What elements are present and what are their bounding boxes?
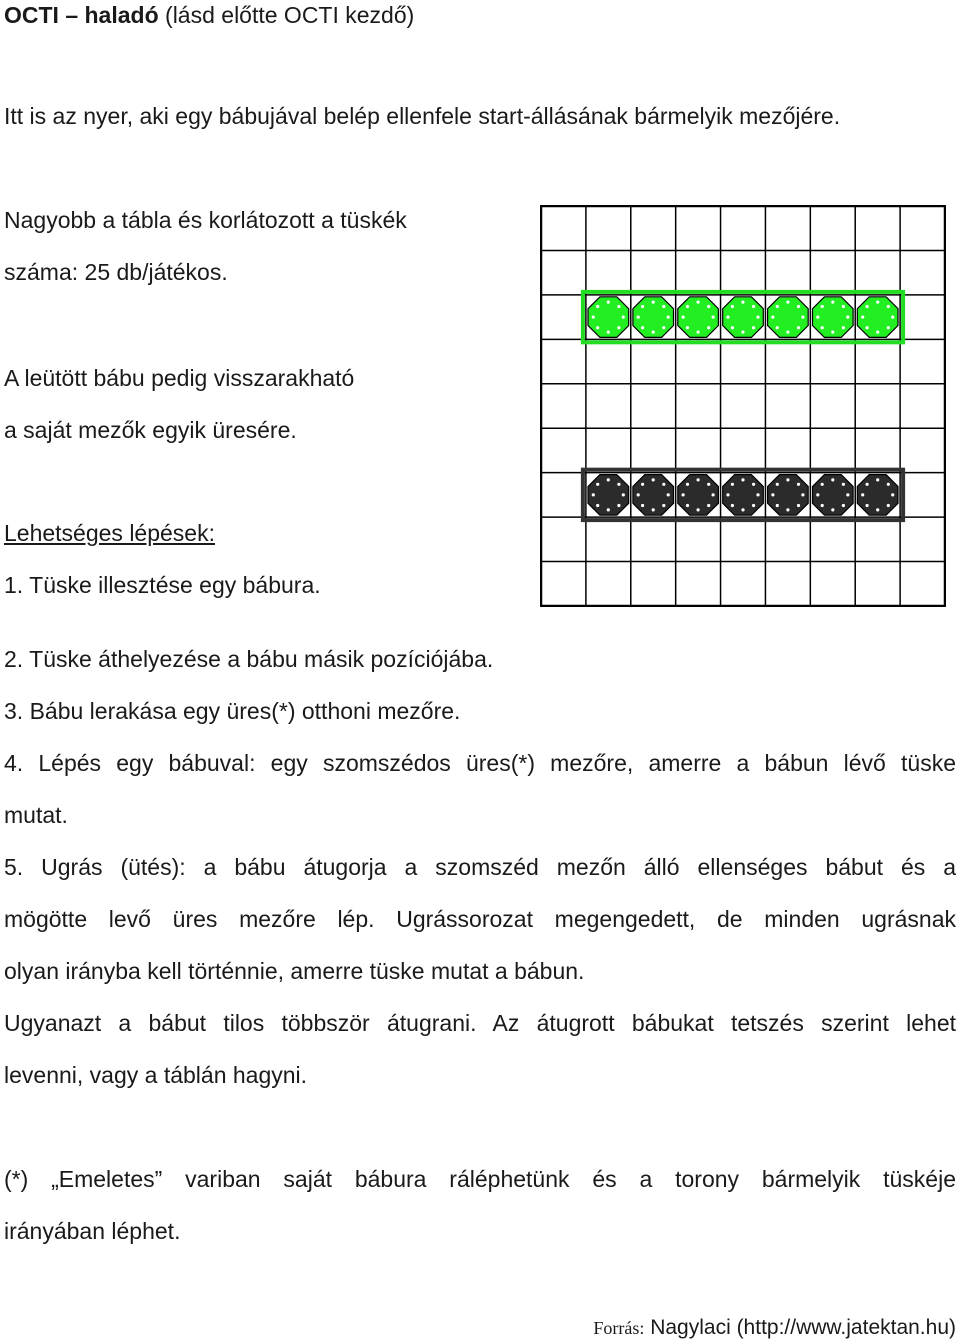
spike-slot-marker <box>756 493 759 496</box>
spike-slot-marker <box>752 504 755 507</box>
spike-slot-marker <box>652 508 655 511</box>
spike-slot-marker <box>652 301 655 304</box>
move-3: 3. Bábu lerakása egy üres(*) otthoni mezőre. <box>4 698 461 724</box>
spike-slot-marker <box>861 316 864 319</box>
spike-slot-marker <box>866 483 869 486</box>
spike-slot-marker <box>697 331 700 334</box>
spike-slot-marker <box>776 504 779 507</box>
spike-slot-marker <box>686 504 689 507</box>
spike-slot-marker <box>821 326 824 329</box>
move-1: 1. Tüske illesztése egy bábura. <box>4 572 321 598</box>
spike-slot-marker <box>866 326 869 329</box>
spike-slot-marker <box>846 493 849 496</box>
move-5-line-3: olyan irányba kell történnie, amerre tüske mutat a bábun. <box>4 958 585 984</box>
spike-slot-marker <box>876 508 879 511</box>
spike-slot-marker <box>797 483 800 486</box>
spike-slot-marker <box>641 504 644 507</box>
spike-slot-marker <box>786 331 789 334</box>
move-4-line-2: mutat. <box>4 802 68 828</box>
spike-slot-marker <box>637 316 640 319</box>
source-label: Forrás: <box>593 1318 645 1338</box>
spike-slot-marker <box>776 483 779 486</box>
spike-slot-marker <box>801 316 804 319</box>
spike-slot-marker <box>641 305 644 308</box>
spike-slot-marker <box>607 331 610 334</box>
board-border <box>541 206 945 606</box>
spike-slot-marker <box>637 493 640 496</box>
spike-slot-marker <box>797 305 800 308</box>
spike-slot-marker <box>887 305 890 308</box>
rule-line-4: a saját mezők egyik üresére. <box>4 417 297 443</box>
spike-slot-marker <box>797 326 800 329</box>
spike-slot-marker <box>686 305 689 308</box>
spike-slot-marker <box>876 301 879 304</box>
spike-slot-marker <box>842 504 845 507</box>
spike-slot-marker <box>887 326 890 329</box>
spike-slot-marker <box>887 483 890 486</box>
spike-slot-marker <box>641 483 644 486</box>
spike-slot-marker <box>752 326 755 329</box>
spike-slot-marker <box>682 316 685 319</box>
title-bold: OCTI – haladó <box>4 2 159 28</box>
rule-line-2: száma: 25 db/játékos. <box>4 259 228 285</box>
spike-slot-marker <box>652 331 655 334</box>
spike-slot-marker <box>776 326 779 329</box>
spike-slot-marker <box>592 493 595 496</box>
move-5-line-1: 5. Ugrás (ütés): a bábu átugorja a szomszéd mezőn álló ellenséges bábut és a <box>4 854 956 880</box>
spike-slot-marker <box>731 483 734 486</box>
spike-slot-marker <box>842 483 845 486</box>
source-text: Nagylaci (http://www.jatektan.hu) <box>644 1316 956 1339</box>
board-grid <box>541 206 945 606</box>
spike-slot-marker <box>821 504 824 507</box>
spike-slot-marker <box>731 305 734 308</box>
spike-slot-marker <box>831 301 834 304</box>
spike-slot-marker <box>887 504 890 507</box>
spike-slot-marker <box>801 493 804 496</box>
spike-slot-marker <box>831 478 834 481</box>
spike-slot-marker <box>752 483 755 486</box>
spike-slot-marker <box>596 483 599 486</box>
spike-slot-marker <box>842 326 845 329</box>
title-rest: (lásd előtte OCTI kezdő) <box>158 2 415 28</box>
move-6-line-1: Ugyanazt a bábut tilos többször átugrani. Az átugrott bábukat tetszés szerint lehet <box>4 1010 956 1036</box>
spike-slot-marker <box>712 316 715 319</box>
move-6-line-2: levenni, vagy a táblán hagyni. <box>4 1062 308 1088</box>
spike-slot-marker <box>596 504 599 507</box>
game-board-diagram <box>540 205 946 607</box>
spike-slot-marker <box>741 508 744 511</box>
spike-slot-marker <box>682 493 685 496</box>
spike-slot-marker <box>712 493 715 496</box>
note-line-1: (*) „Emeletes” variban saját bábura ráléphetünk és a torony bármelyik tüskéje <box>4 1166 956 1192</box>
board-pieces <box>588 297 898 515</box>
spike-slot-marker <box>821 483 824 486</box>
spike-slot-marker <box>667 316 670 319</box>
spike-slot-marker <box>707 326 710 329</box>
spike-slot-marker <box>842 305 845 308</box>
spike-slot-marker <box>592 316 595 319</box>
spike-slot-marker <box>622 316 625 319</box>
rule-line-1: Nagyobb a tábla és korlátozott a tüskék <box>4 207 407 233</box>
spike-slot-marker <box>662 326 665 329</box>
spike-slot-marker <box>662 305 665 308</box>
spike-slot-marker <box>662 483 665 486</box>
spike-slot-marker <box>861 493 864 496</box>
spike-slot-marker <box>846 316 849 319</box>
spike-slot-marker <box>786 301 789 304</box>
spike-slot-marker <box>726 316 729 319</box>
spike-slot-marker <box>891 493 894 496</box>
spike-slot-marker <box>786 508 789 511</box>
spike-slot-marker <box>816 493 819 496</box>
spike-slot-marker <box>697 508 700 511</box>
spike-slot-marker <box>617 305 620 308</box>
move-4-line-1: 4. Lépés egy bábuval: egy szomszédos üres(*) mezőre, amerre a bábun lévő tüske <box>4 750 956 776</box>
move-2: 2. Tüske áthelyezése a bábu másik pozíciójába. <box>4 646 494 672</box>
intro-text: Itt is az nyer, aki egy bábujával belép ellenfele start-állásának bármelyik mezőjére. <box>4 103 841 129</box>
spike-slot-marker <box>831 508 834 511</box>
spike-slot-marker <box>726 493 729 496</box>
spike-slot-marker <box>686 483 689 486</box>
spike-slot-marker <box>641 326 644 329</box>
spike-slot-marker <box>821 305 824 308</box>
spike-slot-marker <box>876 478 879 481</box>
spike-slot-marker <box>707 483 710 486</box>
spike-slot-marker <box>607 478 610 481</box>
spike-slot-marker <box>741 478 744 481</box>
spike-slot-marker <box>731 504 734 507</box>
spike-slot-marker <box>771 316 774 319</box>
spike-slot-marker <box>891 316 894 319</box>
spike-slot-marker <box>866 305 869 308</box>
spike-slot-marker <box>652 478 655 481</box>
spike-slot-marker <box>622 493 625 496</box>
spike-slot-marker <box>771 493 774 496</box>
spike-slot-marker <box>667 493 670 496</box>
spike-slot-marker <box>607 508 610 511</box>
spike-slot-marker <box>816 316 819 319</box>
spike-slot-marker <box>617 326 620 329</box>
spike-slot-marker <box>831 331 834 334</box>
spike-slot-marker <box>596 305 599 308</box>
spike-slot-marker <box>697 301 700 304</box>
spike-slot-marker <box>617 504 620 507</box>
spike-slot-marker <box>776 305 779 308</box>
spike-slot-marker <box>866 504 869 507</box>
spike-slot-marker <box>607 301 610 304</box>
source-credit <box>593 1316 956 1340</box>
spike-slot-marker <box>752 305 755 308</box>
spike-slot-marker <box>756 316 759 319</box>
spike-slot-marker <box>741 301 744 304</box>
moves-heading: Lehetséges lépések: <box>4 520 215 546</box>
spike-slot-marker <box>731 326 734 329</box>
move-5-line-2: mögötte levő üres mezőre lép. Ugrássorozat megengedett, de minden ugrásnak <box>4 906 956 932</box>
spike-slot-marker <box>741 331 744 334</box>
spike-slot-marker <box>707 305 710 308</box>
rule-line-3: A leütött bábu pedig visszarakható <box>4 365 355 391</box>
spike-slot-marker <box>876 331 879 334</box>
page-title <box>4 0 414 30</box>
spike-slot-marker <box>786 478 789 481</box>
spike-slot-marker <box>662 504 665 507</box>
spike-slot-marker <box>707 504 710 507</box>
spike-slot-marker <box>797 504 800 507</box>
spike-slot-marker <box>697 478 700 481</box>
spike-slot-marker <box>596 326 599 329</box>
spike-slot-marker <box>617 483 620 486</box>
spike-slot-marker <box>686 326 689 329</box>
note-line-2: irányában léphet. <box>4 1218 181 1244</box>
